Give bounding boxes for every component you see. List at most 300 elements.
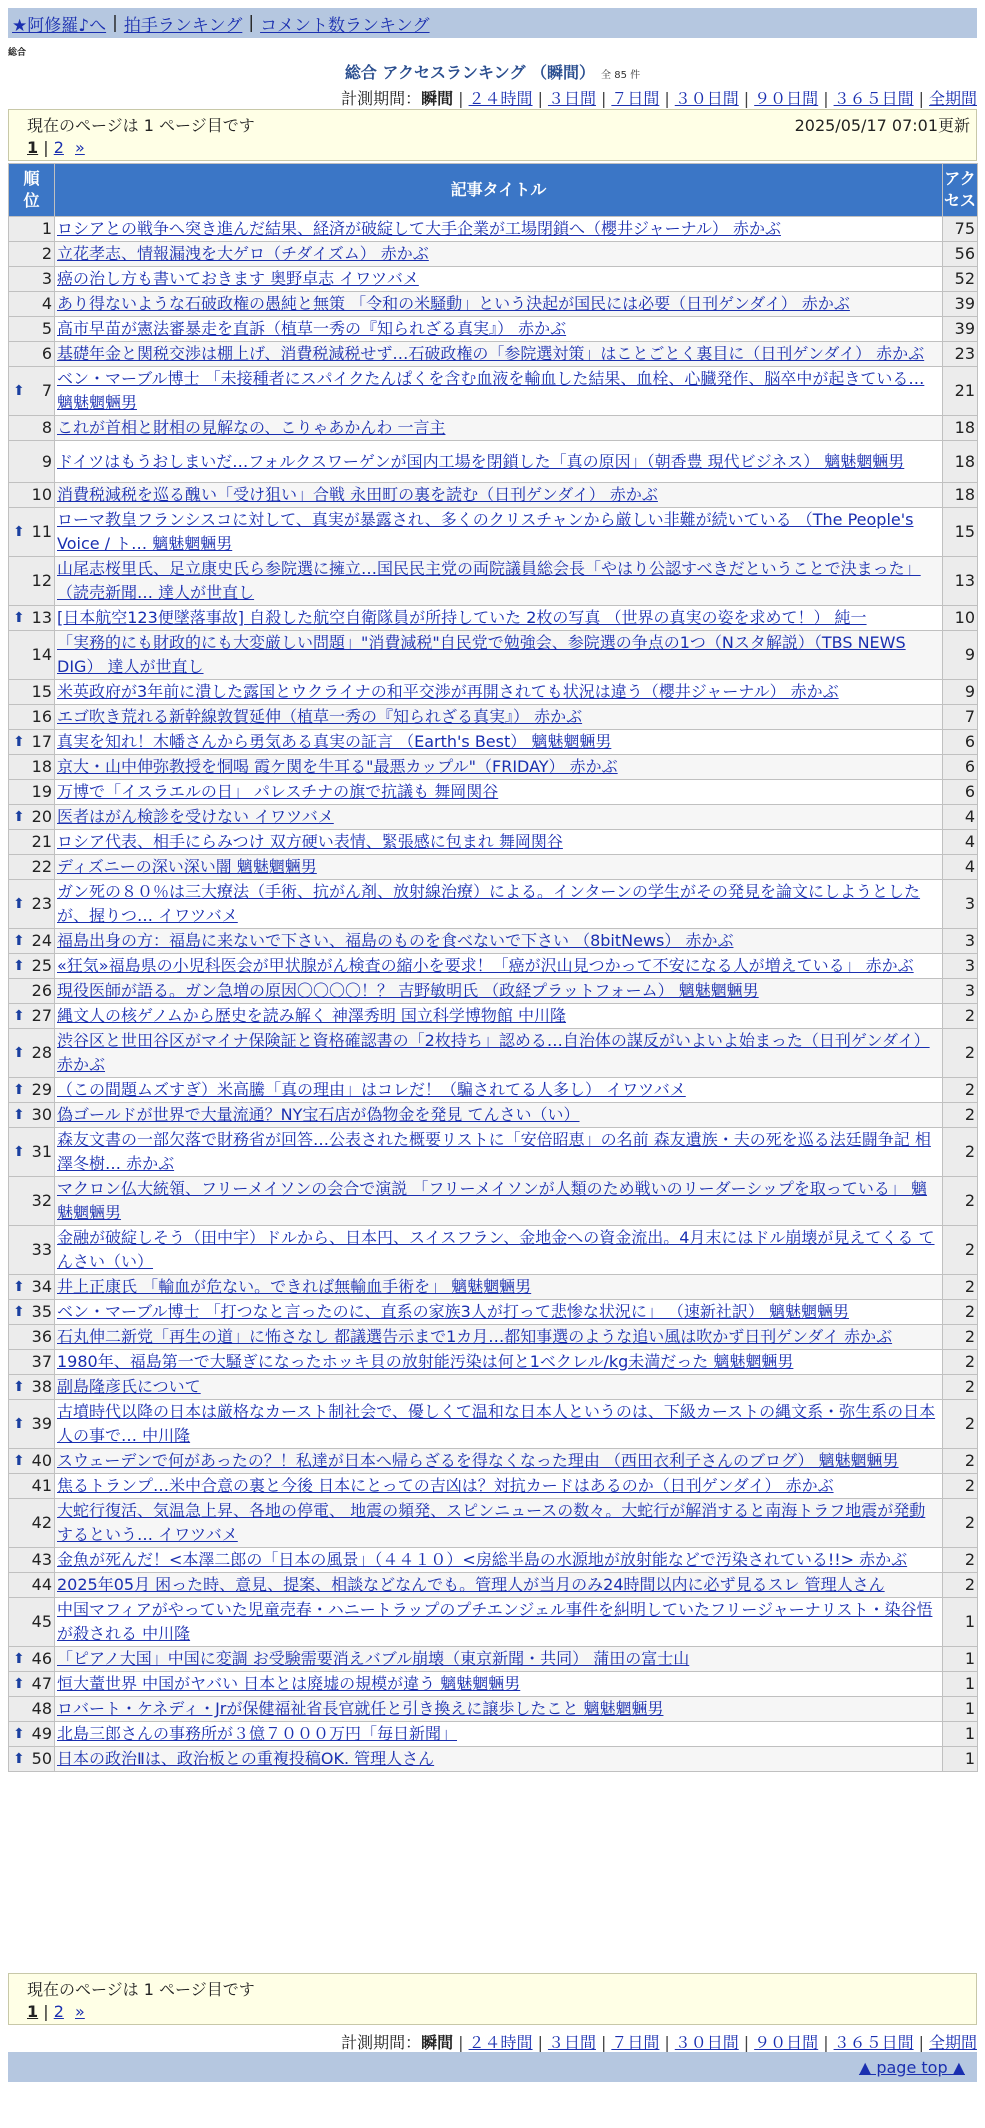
access-count: 3 <box>943 929 978 954</box>
title-cell <box>55 979 943 1004</box>
up-arrow-icon: ⬆ <box>13 1045 25 1061</box>
article-title-link[interactable]: （この間題ムズすぎ）米高騰「真の理由」はコレだ！（騙されてる人多し） イワツバメ <box>57 1080 686 1099</box>
rank-number: 45 <box>31 1612 52 1631</box>
article-title-link[interactable]: 偽ゴールドが世界で大量流通？NY宝石店が偽物金を発見 てんさい（い） <box>57 1105 580 1124</box>
access-count: 3 <box>943 880 978 929</box>
period-separator: | <box>823 89 829 108</box>
rank-number: 11 <box>31 522 52 541</box>
title-cell <box>55 1078 943 1103</box>
table-row <box>9 1400 978 1449</box>
table-row <box>9 1573 978 1598</box>
rank-number: 21 <box>31 832 52 851</box>
article-title-link[interactable]: 山尾志桜里氏、足立康史氏ら参院選に擁立…国民民主党の両院議員総会長「やはり公認すべきだということで決まった」（読売新聞… 達人が世直し <box>57 559 921 602</box>
access-count: 2 <box>943 1300 978 1325</box>
table-row <box>9 1078 978 1103</box>
rank-number: 27 <box>31 1006 52 1025</box>
title-cell <box>55 954 943 979</box>
up-arrow-icon: ⬆ <box>13 1279 25 1295</box>
rank-number: 36 <box>31 1327 52 1346</box>
rank-column-header: 順位 <box>9 164 55 217</box>
access-count: 1 <box>943 1672 978 1697</box>
rank-number: 2 <box>41 244 52 263</box>
rank-number: 34 <box>31 1277 52 1296</box>
access-count: 18 <box>943 483 978 508</box>
page-top-link[interactable]: ▲ page top ▲ <box>858 2057 965 2077</box>
article-title-link[interactable]: ローマ教皇フランシスコに対して、真実が暴露され、多くのクリスチャンから厳しい非難が続いている （The People's Voice / ト… 魑魅魍魎男 <box>57 510 914 553</box>
title-cell <box>55 441 943 483</box>
title-cell <box>55 1697 943 1722</box>
rank-cell <box>9 1672 55 1697</box>
title-cell <box>55 1004 943 1029</box>
table-row <box>9 1474 978 1499</box>
period-separator: | <box>458 89 464 108</box>
article-title-link[interactable]: エゴ吹き荒れる新幹線敦賀延伸（植草一秀の『知られざる真実』） 赤かぶ <box>57 707 583 726</box>
up-arrow-icon: ⬆ <box>13 1416 25 1432</box>
rank-cell <box>9 242 55 267</box>
access-count: 52 <box>943 267 978 292</box>
title-cell <box>55 606 943 631</box>
period-separator: | <box>918 89 924 108</box>
period-link-5[interactable]: ３６５日間 <box>833 2033 914 2052</box>
rank-cell <box>9 1226 55 1275</box>
rank-number: 30 <box>31 1105 52 1124</box>
title-cell <box>55 855 943 880</box>
article-title-link[interactable]: ロシア代表、相手にらみつけ 双方硬い表情、緊張感に包まれ 舞岡関谷 <box>57 832 563 851</box>
period-link-1[interactable]: ３日間 <box>547 2033 596 2052</box>
article-title-link[interactable]: 万博で「イスラエルの日」 パレスチナの旗で抗議も 舞岡関谷 <box>57 782 499 801</box>
table-row <box>9 1747 978 1772</box>
article-title-link[interactable]: 高市早苗が憲法審暴走を直訴（植草一秀の『知られざる真実』） 赤かぶ <box>57 319 567 338</box>
rank-number: 6 <box>41 344 52 363</box>
rank-number: 38 <box>31 1377 52 1396</box>
up-arrow-icon: ⬆ <box>13 1304 25 1320</box>
period-separator: | <box>600 2033 607 2052</box>
rank-number: 33 <box>31 1240 52 1259</box>
title-cell <box>55 1647 943 1672</box>
period-separator: | <box>600 89 607 108</box>
access-count: 2 <box>943 1375 978 1400</box>
period-current: 瞬間 <box>421 89 454 108</box>
title-cell <box>55 929 943 954</box>
rank-number: 20 <box>31 807 52 826</box>
access-count: 13 <box>943 557 978 606</box>
rank-number: 18 <box>31 757 52 776</box>
article-title-link[interactable]: これが首相と財相の見解なの、こりゃあかんわ 一言主 <box>57 418 446 437</box>
rank-number: 46 <box>31 1649 52 1668</box>
rank-cell <box>9 1499 55 1548</box>
access-count: 2 <box>943 1128 978 1177</box>
access-count: 2 <box>943 1400 978 1449</box>
access-count: 2 <box>943 1078 978 1103</box>
article-title-link[interactable]: ベン・マーブル博士 「打つなと言ったのに、直系の家族3人が打って悲惨な状況に」 （速新社訳） 魑魅魍魎男 <box>57 1302 849 1321</box>
title-cell <box>55 242 943 267</box>
rank-cell <box>9 1350 55 1375</box>
rank-cell <box>9 1598 55 1647</box>
title-cell <box>55 1449 943 1474</box>
pager-current-page: 1 <box>27 138 39 157</box>
rank-number: 44 <box>31 1575 52 1594</box>
article-title-link[interactable]: あり得ないような石破政権の愚純と無策 「令和の米騒動」という決起が国民には必要（日刊ゲンダイ） 赤かぶ <box>57 294 850 313</box>
table-row <box>9 880 978 929</box>
title-cell <box>55 483 943 508</box>
period-link-6[interactable]: 全期間 <box>928 2033 977 2052</box>
rank-number: 24 <box>31 931 52 950</box>
period-link-2[interactable]: ７日間 <box>611 2033 660 2052</box>
up-arrow-icon: ⬆ <box>13 1751 25 1767</box>
access-count: 23 <box>943 342 978 367</box>
table-row <box>9 1722 978 1747</box>
article-title-link[interactable]: 「ピアノ大国」中国に変調 お受験需要消えバブル崩壊（東京新聞・共同） 蒲田の富士山 <box>57 1649 690 1668</box>
article-title-link[interactable]: 古墳時代以降の日本は厳格なカースト制社会で、優しくて温和な日本人というのは、下級カーストの縄文系・弥生系の日本人の事で… 中川隆 <box>57 1402 936 1445</box>
category-label: 総合 <box>8 48 27 58</box>
period-link-6[interactable]: 全期間 <box>928 89 977 108</box>
rank-number: 9 <box>41 451 52 471</box>
table-row <box>9 805 978 830</box>
access-count: 10 <box>943 606 978 631</box>
access-count: 1 <box>943 1697 978 1722</box>
period-link-4[interactable]: ９０日間 <box>754 2033 819 2052</box>
table-row <box>9 1177 978 1226</box>
period-link-3[interactable]: ３０日間 <box>674 89 739 108</box>
title-cell <box>55 1128 943 1177</box>
access-count: 39 <box>943 292 978 317</box>
article-title-link[interactable]: 中国マフィアがやっていた児童売春・ハニートラップのプチエンジェル事件を糾明していたフリージャーナリスト・染谷悟が殺される 中川隆 <box>57 1600 933 1643</box>
rank-cell <box>9 1375 55 1400</box>
access-count: 18 <box>943 441 978 483</box>
access-count: 2 <box>943 1449 978 1474</box>
article-title-link[interactable]: ガン死の８０％は三大療法（手術、抗がん剤、放射線治療）による。インターンの学生がその発見を論文にしようとしたが、握りつ… イワツバメ <box>57 882 921 925</box>
up-arrow-icon: ⬆ <box>13 896 25 912</box>
rank-cell <box>9 1474 55 1499</box>
title-cell <box>55 1029 943 1078</box>
table-row <box>9 954 978 979</box>
title-cell <box>55 805 943 830</box>
access-column-header: アクセス <box>943 164 978 217</box>
article-title-link[interactable]: 副島隆彦氏について <box>57 1377 201 1396</box>
rank-number: 28 <box>31 1043 52 1062</box>
article-title-link[interactable]: 森友文書の一部欠落で財務省が回答…公表された概要リストに「安倍昭恵」の名前 森友遺族・夫の死を巡る法廷闘争記 相澤冬樹… 赤かぶ <box>57 1130 931 1173</box>
article-title-link[interactable]: 立花孝志、情報漏洩を大ゲロ（チダイズム） 赤かぶ <box>57 244 429 263</box>
title-column-header: 記事タイトル <box>55 164 943 217</box>
period-label: 計測期間： <box>341 89 422 108</box>
access-count: 4 <box>943 855 978 880</box>
table-row <box>9 979 978 1004</box>
title-cell <box>55 1573 943 1598</box>
rank-number: 13 <box>31 608 52 627</box>
article-title-link[interactable]: 米英政府が3年前に潰した露国とウクライナの和平交渉が再開されても状況は違う（櫻井ジャーナル） 赤かぶ <box>57 682 839 701</box>
rank-cell <box>9 680 55 705</box>
nav-ashura-link[interactable]: ★阿修羅♪へ <box>12 15 107 36</box>
article-title-link[interactable]: 現役医師が語る。ガン急増の原因〇〇〇〇！？ 吉野敏明氏 （政経プラットフォーム） 魑魅魍魎男 <box>57 981 759 1000</box>
article-title-link[interactable]: 日本の政治Ⅱは、政治板との重複投稿OK. 管理人さん <box>57 1749 435 1768</box>
total-count: 全 85 件 <box>601 70 641 81</box>
period-link-2[interactable]: ７日間 <box>611 89 660 108</box>
article-title-link[interactable]: 金融が破綻しそう（田中宇）ドルから、日本円、スイスフラン、金地金への資金流出。4月末にはドル崩壊が見えてくる てんさい（い） <box>57 1228 935 1271</box>
access-count: 1 <box>943 1598 978 1647</box>
rank-cell <box>9 1400 55 1449</box>
period-current: 瞬間 <box>421 2033 454 2052</box>
up-arrow-icon: ⬆ <box>13 1379 25 1395</box>
article-title-link[interactable]: 大蛇行復活、気温急上昇、各地の停電、 地震の頻発、スピンニュースの数々。大蛇行が解消すると南海トラフ地震が発動するという… イワツバメ <box>57 1501 926 1544</box>
title-cell <box>55 416 943 441</box>
up-arrow-icon: ⬆ <box>13 734 25 750</box>
table-row <box>9 1647 978 1672</box>
article-title-link[interactable]: «狂気»福島県の小児科医会が甲状腺がん検査の縮小を要求！「癌が沢山見つかって不安になる人が増えている」 赤かぶ <box>57 956 914 975</box>
table-row <box>9 1499 978 1548</box>
rank-cell <box>9 217 55 242</box>
table-row <box>9 631 978 680</box>
rank-cell <box>9 1449 55 1474</box>
table-row <box>9 1598 978 1647</box>
article-title-link[interactable]: 恒大蕫世界 中国がヤバい 日本とは廃墟の規模が違う 魑魅魍魎男 <box>57 1674 521 1693</box>
access-count: 9 <box>943 680 978 705</box>
rank-cell <box>9 830 55 855</box>
table-row <box>9 606 978 631</box>
article-title-link[interactable]: ベン・マーブル博士 「未接種者にスパイクたんぱくを含む血液を輸血した結果、血栓、心臓発作、脳卒中が起きている… 魑魅魍魎男 <box>57 369 925 412</box>
article-title-link[interactable]: 焦るトランプ…米中合意の裏と今後 日本にとっての吉凶は？対抗カードはあるのか（日刊ゲンダイ） 赤かぶ <box>57 1476 834 1495</box>
table-row <box>9 1300 978 1325</box>
article-title-link[interactable]: 癌の治し方も書いておきます 奥野卓志 イワツバメ <box>57 269 419 288</box>
article-title-link[interactable]: 井上正康氏 「輸血が危ない。できれば無輸血手術を」 魑魅魍魎男 <box>57 1277 532 1296</box>
rank-cell <box>9 929 55 954</box>
rank-number: 31 <box>31 1142 52 1161</box>
rank-number: 4 <box>41 294 52 313</box>
table-row <box>9 755 978 780</box>
title-cell <box>55 1103 943 1128</box>
access-count: 1 <box>943 1722 978 1747</box>
rank-cell <box>9 441 55 483</box>
table-row <box>9 1128 978 1177</box>
table-row <box>9 1449 978 1474</box>
access-count: 2 <box>943 1474 978 1499</box>
table-row <box>9 317 978 342</box>
access-count: 21 <box>943 367 978 416</box>
article-title-link[interactable]: 1980年、福島第一で大騒ぎになったホッキ貝の放射能汚染は何と1ベクレル/kg未満だった 魑魅魍魎男 <box>57 1352 794 1371</box>
rank-number: 48 <box>31 1699 52 1718</box>
article-title-link[interactable]: 2025年05月 困った時、意見、提案、相談などなんでも。管理人が当月のみ24時間以内に必ず見るスレ 管理人さん <box>57 1575 885 1594</box>
access-count: 3 <box>943 954 978 979</box>
title-cell <box>55 1400 943 1449</box>
access-count: 6 <box>943 780 978 805</box>
up-arrow-icon: ⬆ <box>13 809 25 825</box>
article-title-link[interactable]: 縄文人の核ゲノムから歴史を読み解く 神澤秀明 国立科学博物館 中川隆 <box>57 1006 567 1025</box>
table-row <box>9 1548 978 1573</box>
access-count: 1 <box>943 1747 978 1772</box>
rank-number: 37 <box>31 1352 52 1371</box>
period-separator: | <box>918 2033 924 2052</box>
access-count: 2 <box>943 1275 978 1300</box>
up-arrow-icon: ⬆ <box>13 1676 25 1692</box>
article-title-link[interactable]: ディズニーの深い深い闇 魑魅魍魎男 <box>57 857 317 876</box>
period-selector-top <box>341 86 977 109</box>
rank-cell <box>9 1325 55 1350</box>
rank-cell <box>9 342 55 367</box>
title-cell <box>55 880 943 929</box>
article-title-link[interactable]: 真実を知れ！木幡さんから勇気ある真実の証言 （Earth's Best） 魑魅魍魎男 <box>57 732 612 751</box>
article-title-link[interactable]: マクロン仏大統領、フリーメイソンの会合で演説 「フリーメイソンが人類のため戦いのリーダーシップを取っている」 魑魅魍魎男 <box>57 1179 928 1222</box>
access-count: 2 <box>943 1350 978 1375</box>
rank-cell <box>9 483 55 508</box>
rank-cell <box>9 755 55 780</box>
table-row <box>9 1275 978 1300</box>
rank-cell <box>9 1078 55 1103</box>
title-cell <box>55 1375 943 1400</box>
period-separator: | <box>743 2033 750 2052</box>
access-count: 2 <box>943 1573 978 1598</box>
table-row <box>9 830 978 855</box>
up-arrow-icon: ⬆ <box>13 610 25 626</box>
access-count: 2 <box>943 1177 978 1226</box>
title-cell <box>55 680 943 705</box>
period-link-4[interactable]: ９０日間 <box>754 89 819 108</box>
rank-cell <box>9 1300 55 1325</box>
up-arrow-icon: ⬆ <box>13 1726 25 1742</box>
rank-cell <box>9 1103 55 1128</box>
up-arrow-icon: ⬆ <box>13 1651 25 1667</box>
nav-comment-ranking-link[interactable]: コメント数ランキング <box>260 15 430 36</box>
table-row <box>9 1697 978 1722</box>
pager-page-2-link[interactable]: 2 <box>53 138 64 157</box>
pager-next-link[interactable]: » <box>75 138 85 157</box>
rank-number: 50 <box>31 1749 52 1768</box>
nav-separator: | <box>248 13 255 33</box>
rank-cell <box>9 292 55 317</box>
article-title-link[interactable]: 京大・山中伸弥教授を恫喝 霞ケ関を牛耳る"最悪カップル"（FRIDAY） 赤かぶ <box>57 757 618 776</box>
rank-cell <box>9 780 55 805</box>
rank-cell <box>9 705 55 730</box>
access-count: 2 <box>943 1029 978 1078</box>
rank-number: 29 <box>31 1080 52 1099</box>
current-page-text: 現在のページは 1 ページ目です <box>27 116 255 135</box>
article-title-link[interactable]: 福島出身の方：福島に来ないで下さい、福島のものを食べないで下さい （8bitNews） 赤かぶ <box>57 931 734 950</box>
period-separator: | <box>823 2033 829 2052</box>
article-title-link[interactable]: 石丸伸二新党「再生の道」に怖さなし 都議選告示まで1カ月…都知事選のような追い風は吹かず日刊ゲンダイ 赤かぶ <box>57 1327 893 1346</box>
rank-cell <box>9 1004 55 1029</box>
access-count: 6 <box>943 730 978 755</box>
pager-top <box>27 138 85 157</box>
table-row <box>9 730 978 755</box>
article-title-link[interactable]: [日本航空123便墜落事故] 自殺した航空自衛隊員が所持していた 2枚の写真 （世界の真実の姿を求めて！） 純一 <box>57 608 867 627</box>
rank-number: 47 <box>31 1674 52 1693</box>
pager-next-link[interactable]: » <box>75 2002 85 2021</box>
rank-number: 17 <box>31 732 52 751</box>
rank-cell <box>9 855 55 880</box>
up-arrow-icon: ⬆ <box>13 1453 25 1469</box>
rank-number: 8 <box>41 418 52 437</box>
table-row <box>9 557 978 606</box>
title-cell <box>55 1474 943 1499</box>
title-cell <box>55 1177 943 1226</box>
period-selector-bottom <box>341 2030 977 2053</box>
rank-cell <box>9 557 55 606</box>
article-title-link[interactable]: 渋谷区と世田谷区がマイナ保険証と資格確認書の「2枚持ち」認める…自治体の謀反がいよいよ始まった（日刊ゲンダイ） 赤かぶ <box>57 1031 930 1074</box>
pager-page-2-link[interactable]: 2 <box>53 2002 64 2021</box>
title-cell <box>55 342 943 367</box>
article-title-link[interactable]: ロシアとの戦争へ突き進んだ結果、経済が破綻して大手企業が工場閉鎖へ（櫻井ジャーナル） 赤かぶ <box>57 219 781 238</box>
article-title-link[interactable]: 北島三郎さんの事務所が３億７０００万円「毎日新聞」 <box>57 1724 458 1743</box>
period-separator: | <box>664 89 670 108</box>
period-link-5[interactable]: ３６５日間 <box>833 89 914 108</box>
rank-cell <box>9 508 55 557</box>
rank-number: 1 <box>41 219 52 238</box>
table-row <box>9 1325 978 1350</box>
up-arrow-icon: ⬆ <box>13 933 25 949</box>
rank-number: 43 <box>31 1550 52 1569</box>
rank-cell <box>9 880 55 929</box>
access-count: 9 <box>943 631 978 680</box>
title-cell <box>55 755 943 780</box>
title-cell <box>55 631 943 680</box>
table-row <box>9 1029 978 1078</box>
access-count: 2 <box>943 1226 978 1275</box>
period-link-0[interactable]: ２４時間 <box>468 89 533 108</box>
title-cell <box>55 1747 943 1772</box>
pager-separator: | <box>43 2002 49 2021</box>
article-title-link[interactable]: スウェーデンで何があったの？！私達が日本へ帰らざるを得なくなった理由 （西田衣利子さんのブログ） 魑魅魍魎男 <box>57 1451 899 1470</box>
article-title-link[interactable]: ロバート・ケネディ・Jrが保健福祉省長官就任と引き換えに譲歩したこと 魑魅魍魎男 <box>57 1699 664 1718</box>
access-count: 7 <box>943 705 978 730</box>
table-row <box>9 680 978 705</box>
access-count: 1 <box>943 1647 978 1672</box>
article-title-link[interactable]: 金魚が死んだ！<本澤二郎の「日本の風景」（４４１０）<房総半島の水源地が放射能などで汚染されている!!> 赤かぶ <box>57 1550 908 1569</box>
access-count: 4 <box>943 830 978 855</box>
title-cell <box>55 1275 943 1300</box>
article-title-link[interactable]: 消費税減税を巡る醜い「受け狙い」合戦 永田町の裏を読む（日刊ゲンダイ） 赤かぶ <box>57 485 658 504</box>
title-cell <box>55 1325 943 1350</box>
article-title-link[interactable]: 「実務的にも財政的にも大変厳しい問題」"消費減税"自民党で勉強会、参院選の争点の1つ（Nスタ解説）（TBS NEWS DIG） 達人が世直し <box>57 633 906 676</box>
rank-cell <box>9 416 55 441</box>
table-header-row <box>9 164 978 217</box>
table-row <box>9 1226 978 1275</box>
updated-timestamp: 2025/05/17 07:01更新 <box>794 116 970 135</box>
title-cell <box>55 730 943 755</box>
period-link-0[interactable]: ２４時間 <box>468 2033 533 2052</box>
table-row <box>9 1103 978 1128</box>
rank-number: 35 <box>31 1302 52 1321</box>
access-count: 4 <box>943 805 978 830</box>
rank-number: 5 <box>41 319 52 338</box>
access-count: 2 <box>943 1548 978 1573</box>
table-row <box>9 780 978 805</box>
rank-number: 16 <box>31 707 52 726</box>
period-separator: | <box>537 2033 543 2052</box>
access-count: 15 <box>943 508 978 557</box>
period-link-1[interactable]: ３日間 <box>547 89 596 108</box>
access-count: 39 <box>943 317 978 342</box>
table-row <box>9 855 978 880</box>
nav-clap-ranking-link[interactable]: 拍手ランキング <box>123 15 243 36</box>
table-row <box>9 441 978 483</box>
access-count: 18 <box>943 416 978 441</box>
up-arrow-icon: ⬆ <box>13 383 25 399</box>
title-cell <box>55 1548 943 1573</box>
article-title-link[interactable]: ドイツはもうおしまいだ…フォルクスワーゲンが国内工場を閉鎖した「真の原因」（朝香豊 現代ビジネス） 魑魅魍魎男 <box>57 451 905 471</box>
table-row <box>9 929 978 954</box>
ranking-table <box>8 163 978 1772</box>
article-title-link[interactable]: 医者はがん検診を受けない イワツバメ <box>57 807 334 826</box>
period-separator: | <box>743 89 750 108</box>
article-title-link[interactable]: 基礎年金と関税交渉は棚上げ、消費税減税せず…石破政権の「参院選対策」はことごとく裏目に（日刊ゲンダイ） 赤かぶ <box>57 344 925 363</box>
rank-cell <box>9 730 55 755</box>
pager-current-page: 1 <box>27 2002 39 2021</box>
rank-cell <box>9 1029 55 1078</box>
rank-number: 42 <box>31 1513 52 1532</box>
table-row <box>9 267 978 292</box>
period-link-3[interactable]: ３０日間 <box>674 2033 739 2052</box>
title-cell <box>55 217 943 242</box>
access-count: 6 <box>943 755 978 780</box>
up-arrow-icon: ⬆ <box>13 958 25 974</box>
